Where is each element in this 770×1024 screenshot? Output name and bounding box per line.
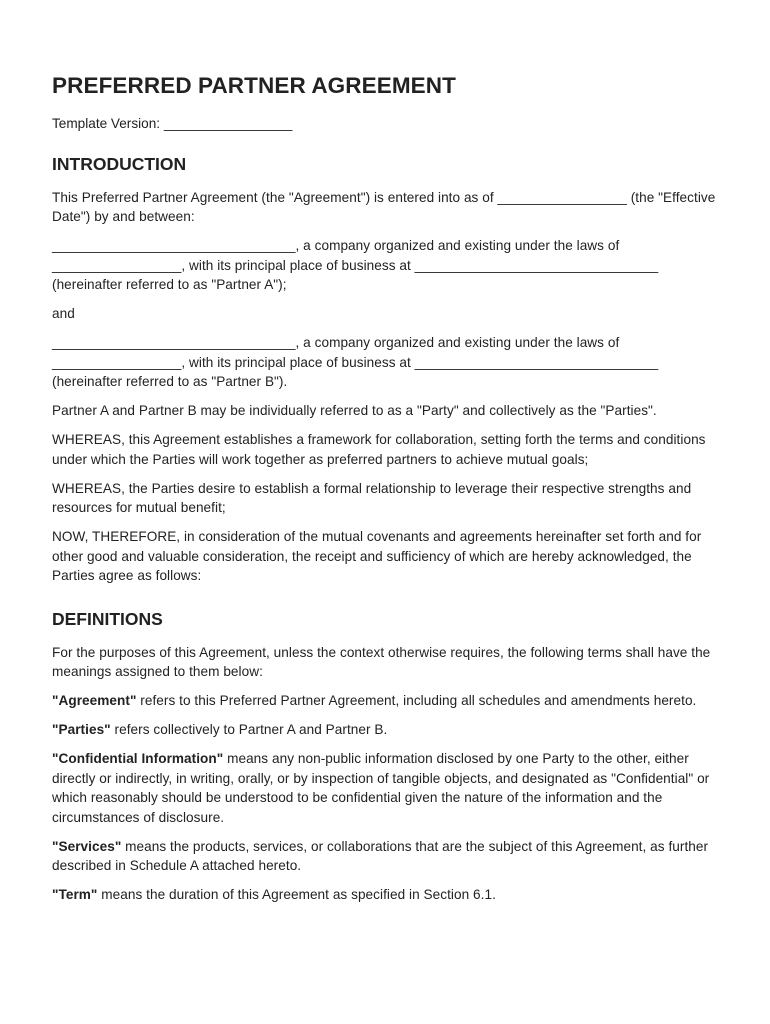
definition-text: refers to this Preferred Partner Agreement, including all schedules and amendments hereto. — [136, 693, 697, 708]
party-b-paragraph: ________________________________, a company organized and existing under the laws of _________________, with its principal place of business at ________________________________ (hereinafter referred to as "Partner B"). — [52, 335, 659, 389]
intro-paragraph: This Preferred Partner Agreement (the "Agreement") is entered into as of _________________ (the "Effective Date") by and between: — [52, 189, 716, 224]
definition-term: "Confidential Information" — [52, 751, 224, 766]
definition-term: "Agreement" — [52, 693, 137, 708]
definition-services — [52, 837, 720, 876]
definition-term: "Parties" — [52, 722, 111, 737]
definition-text: means the products, services, or collaborations that are the subject of this Agreement, as further described in Schedule A attached hereto. — [52, 838, 709, 873]
definition-parties — [52, 720, 720, 740]
definition-text: refers collectively to Partner A and Partner B. — [110, 722, 388, 737]
definition-text: means any non-public information disclosed by one Party to the other, either directly or indirectly, in writing, orally, or by inspection of tangible objects, and designated as "Confidential" or which reasonably should be understood to be confidential given the nature of the information and the circumstances of disclosure. — [52, 751, 710, 825]
definition-term-entry — [52, 885, 720, 905]
definition-term: "Services" — [52, 838, 122, 854]
and-paragraph: and — [52, 306, 75, 321]
definitions-intro: For the purposes of this Agreement, unless the context otherwise requires, the following terms shall have the meanings assigned to them below: — [52, 644, 711, 679]
definitions-heading: DEFINITIONS — [52, 608, 163, 629]
definition-agreement — [52, 691, 720, 711]
whereas-paragraph-2: WHEREAS, the Parties desire to establish a formal relationship to leverage their respective strengths and resources for mutual benefit; — [52, 480, 692, 515]
definition-term: "Term" — [52, 887, 98, 902]
party-a-paragraph: ________________________________, a company organized and existing under the laws of _________________, with its principal place of business at ________________________________ (hereinafter referred to as "Partner A"); — [52, 238, 659, 292]
parties-paragraph: Partner A and Partner B may be individually referred to as a "Party" and collectively as the "Parties". — [52, 403, 657, 418]
template-version: Template Version: _________________ — [52, 116, 293, 131]
whereas-paragraph-1: WHEREAS, this Agreement establishes a framework for collaboration, setting forth the terms and conditions under which the Parties will work together as preferred partners to achieve mutual goals; — [52, 432, 706, 467]
document-body — [52, 72, 720, 914]
introduction-heading: INTRODUCTION — [52, 153, 187, 174]
definition-confidential-information — [52, 749, 720, 827]
document-title: PREFERRED PARTNER AGREEMENT — [52, 73, 456, 98]
definition-text: means the duration of this Agreement as specified in Section 6.1. — [97, 887, 496, 902]
now-therefore-paragraph: NOW, THEREFORE, in consideration of the mutual covenants and agreements hereinafter set forth and for other good and valuable consideration, the receipt and sufficiency of which are hereby acknowledged, the Parties agree as follows: — [52, 529, 702, 583]
